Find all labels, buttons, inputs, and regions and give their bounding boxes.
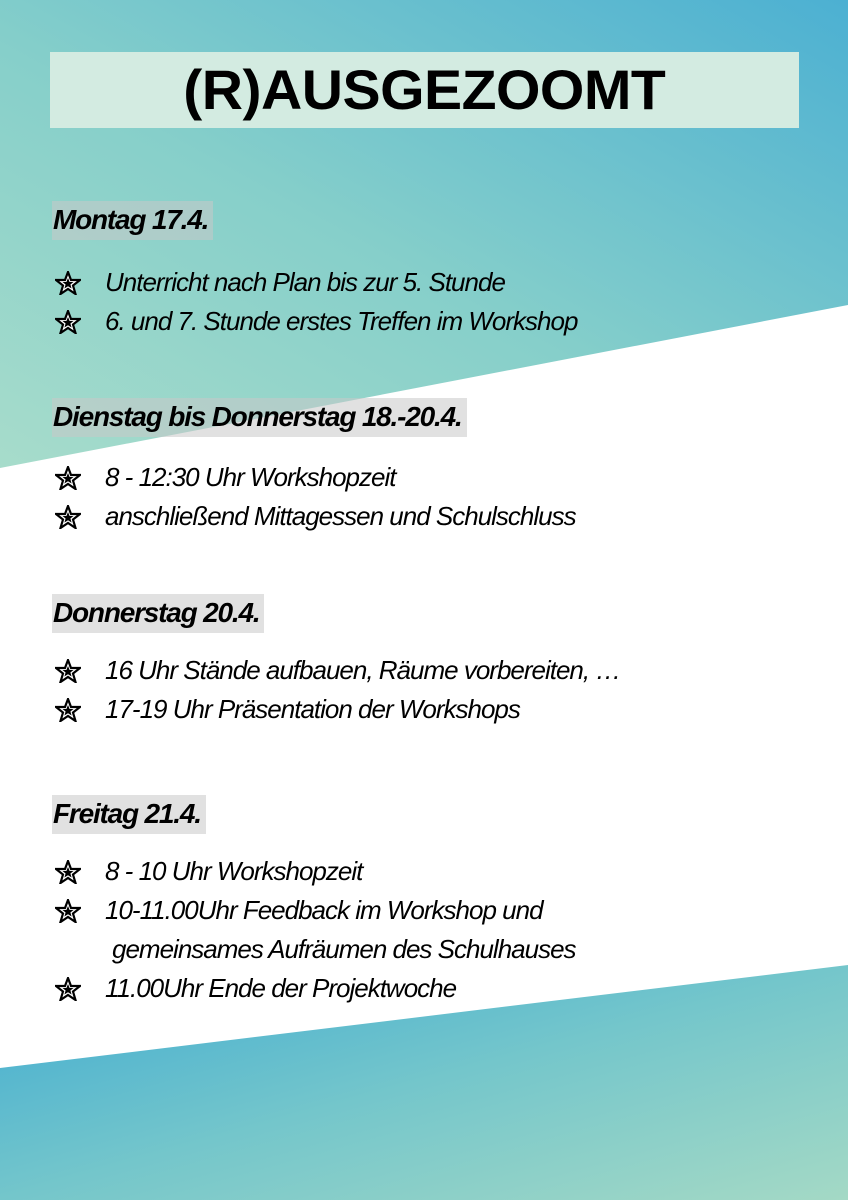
item-text: 8 - 12:30 Uhr Workshopzeit [105, 462, 396, 492]
item-text: 11.00Uhr Ende der Projektwoche [105, 973, 457, 1003]
section-freitag [52, 795, 576, 1003]
list-item [52, 651, 812, 690]
item-list [52, 651, 812, 729]
list-item [52, 458, 812, 497]
list-item [52, 891, 812, 969]
section-donnerstag [52, 594, 621, 724]
item-text: 8 - 10 Uhr Workshopzeit [105, 856, 363, 886]
item-text-continuation: gemeinsames Aufräumen des Schulhauses [112, 934, 576, 964]
item-list [52, 263, 812, 341]
item-list [52, 458, 812, 536]
star-icon [55, 466, 81, 490]
star-icon [55, 310, 81, 334]
star-icon [55, 698, 81, 722]
section-montag [52, 201, 578, 336]
star-icon [55, 977, 81, 1001]
section-dienstag-bis-donnerstag [52, 398, 576, 531]
day-heading: Freitag 21.4. [52, 795, 206, 834]
star-icon [55, 899, 81, 923]
star-icon [55, 505, 81, 529]
title-banner [50, 52, 799, 128]
list-item [52, 263, 812, 302]
item-list [52, 852, 812, 1008]
list-item [52, 852, 812, 891]
item-text: 16 Uhr Stände aufbauen, Räume vorbereiten, … [105, 655, 621, 685]
day-heading: Dienstag bis Donnerstag 18.-20.4. [52, 398, 467, 437]
star-icon [55, 271, 81, 295]
item-text: anschließend Mittagessen und Schulschluss [105, 501, 576, 531]
poster-title: (R)AUSGEZOOMT [183, 58, 666, 121]
list-item [52, 690, 812, 729]
list-item [52, 969, 812, 1008]
day-heading: Montag 17.4. [52, 201, 213, 240]
list-item [52, 302, 812, 341]
star-icon [55, 659, 81, 683]
item-text: 6. und 7. Stunde erstes Treffen im Workshop [105, 306, 578, 336]
item-text: Unterricht nach Plan bis zur 5. Stunde [105, 267, 505, 297]
item-text: 17-19 Uhr Präsentation der Workshops [105, 694, 520, 724]
star-icon [55, 860, 81, 884]
day-heading: Donnerstag 20.4. [52, 594, 264, 633]
item-text: 10-11.00Uhr Feedback im Workshop und [105, 895, 543, 925]
list-item [52, 497, 812, 536]
